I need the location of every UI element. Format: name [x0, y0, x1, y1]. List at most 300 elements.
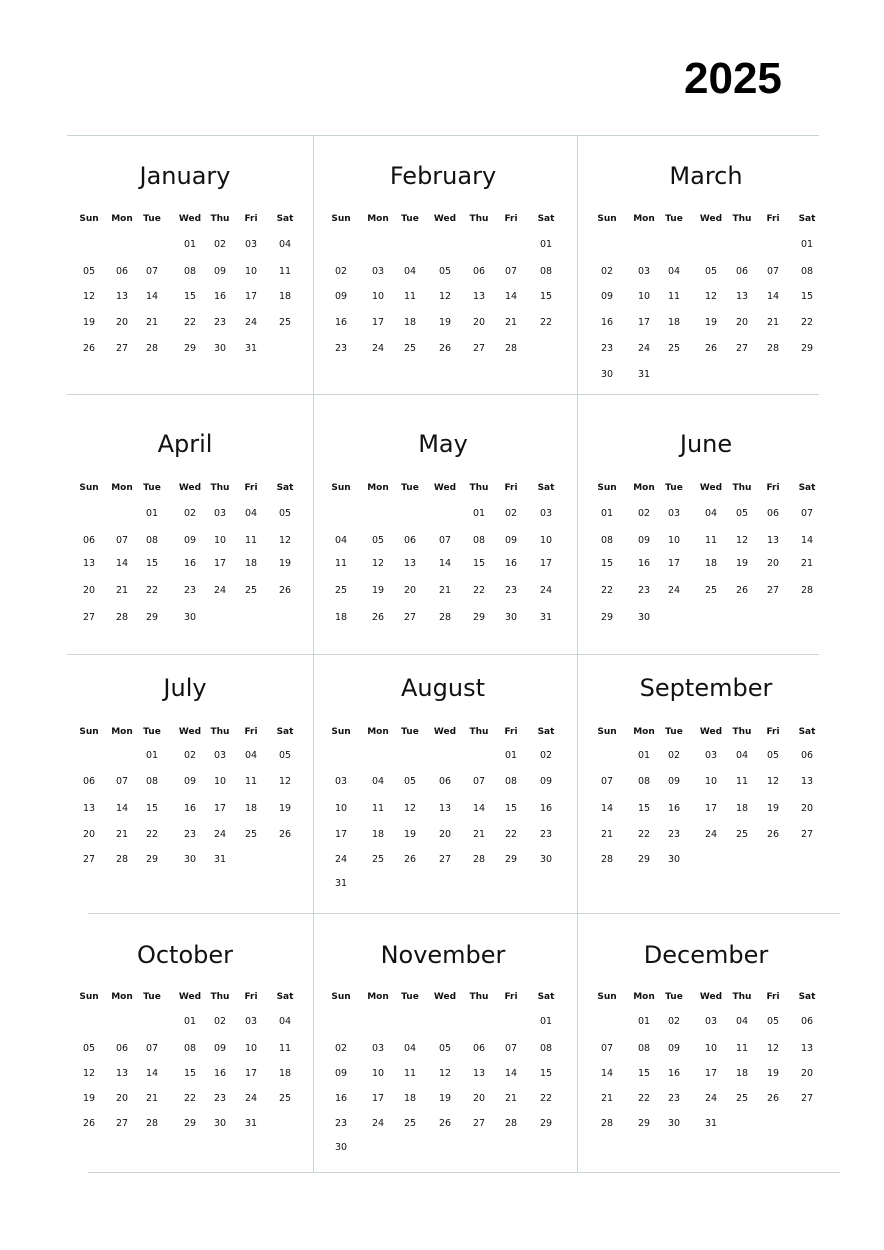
day-cell: 20 [735, 317, 749, 328]
day-cell: 17 [371, 1093, 385, 1104]
day-cell: 27 [403, 612, 417, 623]
day-cell: 22 [600, 585, 614, 596]
day-cell: 14 [145, 1068, 159, 1079]
day-cell: 21 [472, 829, 486, 840]
weekday-label: Thu [210, 483, 230, 493]
month-name-july: July [163, 674, 207, 702]
weekday-label: Wed [699, 483, 723, 493]
weekday-label: Sun [597, 727, 617, 737]
day-cell: 15 [637, 1068, 651, 1079]
weekday-label: Mon [111, 214, 133, 224]
weekday-label: Tue [401, 483, 419, 493]
weekday-label: Tue [143, 483, 161, 493]
day-cell: 19 [704, 317, 718, 328]
day-cell: 22 [539, 317, 553, 328]
day-cell: 24 [213, 829, 227, 840]
day-cell: 26 [438, 343, 452, 354]
day-cell: 30 [213, 343, 227, 354]
day-cell: 30 [334, 1142, 348, 1153]
day-cell: 13 [82, 803, 96, 814]
weekday-label: Sun [79, 992, 99, 1002]
day-cell: 27 [115, 343, 129, 354]
day-cell: 25 [244, 829, 258, 840]
day-cell: 06 [472, 1043, 486, 1054]
day-cell: 24 [244, 1093, 258, 1104]
day-cell: 10 [637, 291, 651, 302]
day-cell: 17 [334, 829, 348, 840]
month-name-august: August [401, 674, 485, 702]
day-cell: 30 [183, 854, 197, 865]
day-cell: 25 [704, 585, 718, 596]
day-cell: 05 [766, 1016, 780, 1027]
day-cell: 30 [213, 1118, 227, 1129]
day-cell: 11 [704, 535, 718, 546]
day-cell: 13 [735, 291, 749, 302]
day-cell: 23 [504, 585, 518, 596]
day-cell: 07 [766, 266, 780, 277]
day-cell: 20 [82, 585, 96, 596]
weekday-label: Sat [798, 992, 816, 1002]
month-name-october: October [136, 941, 234, 969]
weekday-label: Sun [331, 483, 351, 493]
day-cell: 12 [403, 803, 417, 814]
weekday-label: Sun [79, 483, 99, 493]
day-cell: 23 [334, 1118, 348, 1129]
grid-line-top [67, 135, 819, 136]
day-cell: 25 [278, 1093, 292, 1104]
day-cell: 26 [278, 585, 292, 596]
day-cell: 15 [800, 291, 814, 302]
day-cell: 04 [735, 1016, 749, 1027]
day-cell: 06 [438, 776, 452, 787]
day-cell: 15 [145, 558, 159, 569]
day-cell: 16 [539, 803, 553, 814]
day-cell: 03 [244, 1016, 258, 1027]
grid-line-row-3 [88, 913, 840, 914]
day-cell: 04 [704, 508, 718, 519]
day-cell: 26 [704, 343, 718, 354]
day-cell: 24 [334, 854, 348, 865]
day-cell: 12 [82, 1068, 96, 1079]
day-cell: 08 [504, 776, 518, 787]
day-cell: 16 [334, 317, 348, 328]
day-cell: 31 [637, 369, 651, 380]
weekday-label: Tue [143, 727, 161, 737]
weekday-label: Sun [79, 727, 99, 737]
weekday-label: Sat [798, 483, 816, 493]
day-cell: 12 [278, 535, 292, 546]
weekday-label: Fri [244, 992, 258, 1002]
day-cell: 27 [800, 829, 814, 840]
day-cell: 17 [244, 1068, 258, 1079]
day-cell: 25 [403, 343, 417, 354]
day-cell: 08 [539, 266, 553, 277]
day-cell: 18 [403, 1093, 417, 1104]
weekday-label: Mon [633, 992, 655, 1002]
day-cell: 24 [371, 343, 385, 354]
day-cell: 18 [334, 612, 348, 623]
day-cell: 02 [213, 239, 227, 250]
day-cell: 24 [704, 1093, 718, 1104]
day-cell: 02 [539, 750, 553, 761]
day-cell: 10 [213, 776, 227, 787]
weekday-label: Fri [766, 727, 780, 737]
day-cell: 08 [145, 535, 159, 546]
weekday-label: Fri [504, 992, 518, 1002]
day-cell: 23 [334, 343, 348, 354]
weekday-label: Mon [633, 727, 655, 737]
day-cell: 14 [600, 803, 614, 814]
day-cell: 29 [800, 343, 814, 354]
day-cell: 27 [472, 343, 486, 354]
weekday-label: Fri [244, 214, 258, 224]
day-cell: 28 [145, 343, 159, 354]
day-cell: 20 [82, 829, 96, 840]
day-cell: 02 [334, 266, 348, 277]
day-cell: 30 [504, 612, 518, 623]
day-cell: 05 [766, 750, 780, 761]
month-name-december: December [643, 941, 769, 969]
day-cell: 05 [278, 750, 292, 761]
day-cell: 02 [600, 266, 614, 277]
day-cell: 25 [371, 854, 385, 865]
day-cell: 16 [213, 1068, 227, 1079]
day-cell: 01 [183, 239, 197, 250]
day-cell: 17 [704, 803, 718, 814]
day-cell: 01 [145, 750, 159, 761]
day-cell: 04 [278, 239, 292, 250]
weekday-label: Sun [331, 214, 351, 224]
weekday-label: Tue [401, 727, 419, 737]
day-cell: 01 [800, 239, 814, 250]
grid-line-col-1 [313, 135, 314, 1172]
day-cell: 13 [438, 803, 452, 814]
day-cell: 02 [667, 1016, 681, 1027]
day-cell: 28 [438, 612, 452, 623]
day-cell: 03 [334, 776, 348, 787]
day-cell: 14 [600, 1068, 614, 1079]
day-cell: 28 [766, 343, 780, 354]
day-cell: 20 [800, 803, 814, 814]
month-name-november: November [380, 941, 506, 969]
day-cell: 19 [403, 829, 417, 840]
day-cell: 26 [438, 1118, 452, 1129]
day-cell: 24 [637, 343, 651, 354]
day-cell: 24 [704, 829, 718, 840]
day-cell: 20 [438, 829, 452, 840]
day-cell: 29 [637, 1118, 651, 1129]
day-cell: 06 [82, 776, 96, 787]
weekday-label: Wed [699, 992, 723, 1002]
day-cell: 27 [115, 1118, 129, 1129]
day-cell: 11 [244, 776, 258, 787]
day-cell: 05 [438, 1043, 452, 1054]
day-cell: 29 [600, 612, 614, 623]
day-cell: 05 [371, 535, 385, 546]
day-cell: 30 [539, 854, 553, 865]
grid-line-bottom [88, 1172, 840, 1173]
day-cell: 30 [600, 369, 614, 380]
day-cell: 29 [145, 612, 159, 623]
day-cell: 09 [213, 266, 227, 277]
weekday-label: Wed [178, 727, 202, 737]
day-cell: 09 [334, 1068, 348, 1079]
day-cell: 14 [472, 803, 486, 814]
day-cell: 26 [766, 1093, 780, 1104]
day-cell: 04 [403, 1043, 417, 1054]
weekday-label: Mon [367, 727, 389, 737]
day-cell: 23 [539, 829, 553, 840]
weekday-label: Fri [244, 483, 258, 493]
day-cell: 22 [800, 317, 814, 328]
day-cell: 29 [183, 343, 197, 354]
day-cell: 11 [278, 266, 292, 277]
weekday-label: Thu [732, 992, 752, 1002]
day-cell: 03 [213, 508, 227, 519]
day-cell: 12 [438, 1068, 452, 1079]
day-cell: 28 [800, 585, 814, 596]
day-cell: 17 [667, 558, 681, 569]
day-cell: 22 [145, 829, 159, 840]
day-cell: 16 [213, 291, 227, 302]
day-cell: 07 [600, 776, 614, 787]
day-cell: 10 [244, 1043, 258, 1054]
day-cell: 17 [244, 291, 258, 302]
weekday-label: Mon [367, 992, 389, 1002]
day-cell: 27 [82, 612, 96, 623]
day-cell: 21 [766, 317, 780, 328]
weekday-label: Sat [276, 483, 294, 493]
day-cell: 22 [504, 829, 518, 840]
day-cell: 03 [704, 750, 718, 761]
day-cell: 08 [472, 535, 486, 546]
day-cell: 16 [600, 317, 614, 328]
weekday-label: Mon [111, 727, 133, 737]
day-cell: 03 [371, 266, 385, 277]
day-cell: 04 [334, 535, 348, 546]
day-cell: 01 [183, 1016, 197, 1027]
day-cell: 04 [667, 266, 681, 277]
day-cell: 24 [244, 317, 258, 328]
day-cell: 28 [115, 612, 129, 623]
day-cell: 21 [600, 829, 614, 840]
day-cell: 23 [600, 343, 614, 354]
grid-line-col-2 [577, 135, 578, 1172]
day-cell: 26 [82, 1118, 96, 1129]
day-cell: 24 [213, 585, 227, 596]
day-cell: 16 [504, 558, 518, 569]
weekday-label: Wed [699, 214, 723, 224]
day-cell: 23 [667, 1093, 681, 1104]
weekday-label: Thu [469, 727, 489, 737]
day-cell: 14 [800, 535, 814, 546]
day-cell: 31 [213, 854, 227, 865]
day-cell: 17 [371, 317, 385, 328]
day-cell: 13 [115, 1068, 129, 1079]
day-cell: 31 [244, 1118, 258, 1129]
day-cell: 22 [472, 585, 486, 596]
day-cell: 13 [403, 558, 417, 569]
day-cell: 16 [667, 803, 681, 814]
day-cell: 07 [600, 1043, 614, 1054]
day-cell: 29 [472, 612, 486, 623]
day-cell: 13 [115, 291, 129, 302]
weekday-label: Tue [665, 992, 683, 1002]
day-cell: 09 [504, 535, 518, 546]
day-cell: 09 [183, 776, 197, 787]
grid-line-row-1 [67, 394, 819, 395]
day-cell: 06 [800, 750, 814, 761]
day-cell: 18 [244, 558, 258, 569]
day-cell: 15 [183, 1068, 197, 1079]
day-cell: 08 [183, 1043, 197, 1054]
day-cell: 10 [244, 266, 258, 277]
day-cell: 02 [183, 508, 197, 519]
day-cell: 03 [371, 1043, 385, 1054]
day-cell: 19 [438, 1093, 452, 1104]
month-name-april: April [157, 430, 213, 458]
weekday-label: Wed [178, 483, 202, 493]
day-cell: 13 [766, 535, 780, 546]
day-cell: 28 [504, 343, 518, 354]
day-cell: 01 [637, 1016, 651, 1027]
day-cell: 21 [145, 317, 159, 328]
weekday-label: Wed [433, 214, 457, 224]
day-cell: 26 [82, 343, 96, 354]
day-cell: 15 [183, 291, 197, 302]
day-cell: 12 [438, 291, 452, 302]
weekday-label: Fri [504, 214, 518, 224]
day-cell: 05 [735, 508, 749, 519]
day-cell: 11 [403, 1068, 417, 1079]
weekday-label: Sat [276, 727, 294, 737]
day-cell: 17 [213, 803, 227, 814]
day-cell: 30 [667, 1118, 681, 1129]
day-cell: 21 [600, 1093, 614, 1104]
weekday-label: Tue [401, 214, 419, 224]
day-cell: 19 [82, 1093, 96, 1104]
weekday-label: Sat [537, 214, 555, 224]
day-cell: 18 [278, 1068, 292, 1079]
day-cell: 01 [539, 239, 553, 250]
day-cell: 11 [735, 776, 749, 787]
day-cell: 30 [667, 854, 681, 865]
grid-line-row-2 [67, 654, 819, 655]
day-cell: 07 [472, 776, 486, 787]
day-cell: 31 [704, 1118, 718, 1129]
day-cell: 23 [183, 829, 197, 840]
day-cell: 19 [766, 803, 780, 814]
day-cell: 05 [438, 266, 452, 277]
day-cell: 14 [145, 291, 159, 302]
day-cell: 01 [145, 508, 159, 519]
weekday-label: Tue [143, 992, 161, 1002]
day-cell: 18 [278, 291, 292, 302]
weekday-label: Tue [143, 214, 161, 224]
day-cell: 31 [334, 878, 348, 889]
day-cell: 24 [667, 585, 681, 596]
day-cell: 13 [472, 291, 486, 302]
day-cell: 14 [115, 558, 129, 569]
day-cell: 01 [504, 750, 518, 761]
weekday-label: Sun [597, 992, 617, 1002]
day-cell: 20 [800, 1068, 814, 1079]
day-cell: 11 [735, 1043, 749, 1054]
day-cell: 16 [183, 803, 197, 814]
day-cell: 27 [438, 854, 452, 865]
day-cell: 26 [278, 829, 292, 840]
weekday-label: Sat [276, 992, 294, 1002]
day-cell: 05 [82, 266, 96, 277]
day-cell: 09 [600, 291, 614, 302]
weekday-label: Thu [210, 992, 230, 1002]
weekday-label: Fri [766, 992, 780, 1002]
weekday-label: Sun [79, 214, 99, 224]
day-cell: 18 [735, 803, 749, 814]
day-cell: 25 [334, 585, 348, 596]
day-cell: 26 [403, 854, 417, 865]
day-cell: 03 [213, 750, 227, 761]
weekday-label: Thu [469, 214, 489, 224]
day-cell: 20 [766, 558, 780, 569]
day-cell: 22 [145, 585, 159, 596]
day-cell: 06 [115, 1043, 129, 1054]
day-cell: 04 [278, 1016, 292, 1027]
day-cell: 03 [539, 508, 553, 519]
day-cell: 05 [403, 776, 417, 787]
day-cell: 22 [539, 1093, 553, 1104]
day-cell: 10 [667, 535, 681, 546]
day-cell: 27 [735, 343, 749, 354]
month-name-january: January [139, 162, 231, 190]
day-cell: 04 [244, 750, 258, 761]
day-cell: 17 [539, 558, 553, 569]
day-cell: 12 [82, 291, 96, 302]
day-cell: 09 [637, 535, 651, 546]
day-cell: 11 [334, 558, 348, 569]
day-cell: 26 [766, 829, 780, 840]
weekday-label: Sat [276, 214, 294, 224]
day-cell: 07 [145, 266, 159, 277]
day-cell: 18 [371, 829, 385, 840]
day-cell: 07 [145, 1043, 159, 1054]
day-cell: 10 [371, 291, 385, 302]
day-cell: 04 [244, 508, 258, 519]
day-cell: 10 [213, 535, 227, 546]
day-cell: 14 [766, 291, 780, 302]
day-cell: 11 [371, 803, 385, 814]
day-cell: 11 [403, 291, 417, 302]
weekday-label: Wed [699, 727, 723, 737]
day-cell: 20 [403, 585, 417, 596]
day-cell: 10 [704, 776, 718, 787]
weekday-label: Wed [433, 727, 457, 737]
day-cell: 24 [539, 585, 553, 596]
weekday-label: Thu [210, 727, 230, 737]
day-cell: 16 [183, 558, 197, 569]
weekday-label: Fri [504, 727, 518, 737]
day-cell: 02 [183, 750, 197, 761]
day-cell: 12 [278, 776, 292, 787]
day-cell: 18 [735, 1068, 749, 1079]
day-cell: 02 [334, 1043, 348, 1054]
day-cell: 20 [115, 1093, 129, 1104]
day-cell: 07 [438, 535, 452, 546]
weekday-label: Fri [766, 483, 780, 493]
day-cell: 18 [667, 317, 681, 328]
day-cell: 19 [371, 585, 385, 596]
day-cell: 20 [115, 317, 129, 328]
